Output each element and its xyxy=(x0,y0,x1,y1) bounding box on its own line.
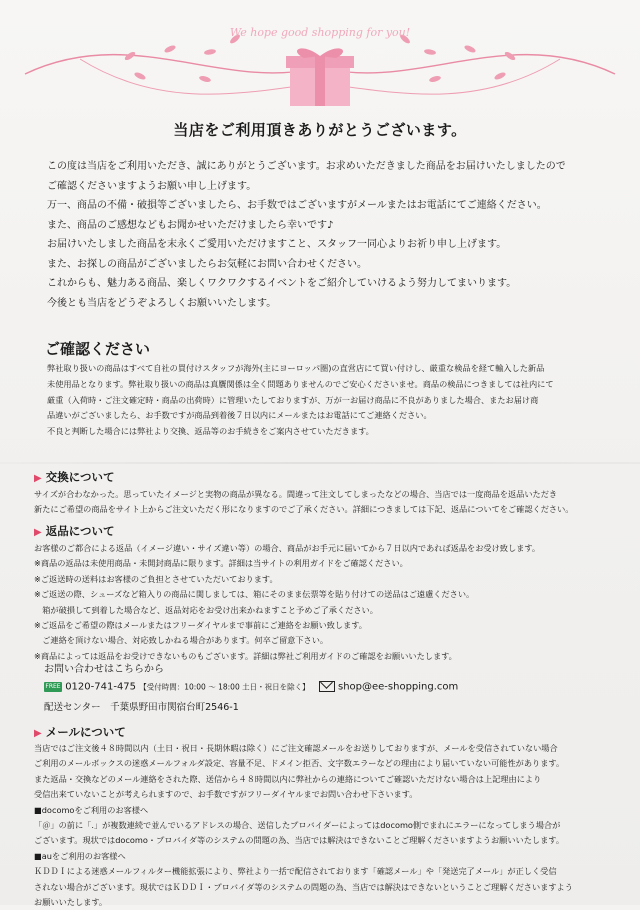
page-title: 当店をご利用頂きありがとうございます。 xyxy=(173,121,467,139)
contact-row xyxy=(44,681,458,693)
intro-line: 今後とも当店をどうぞよろしくお願いいたします。 xyxy=(47,297,277,309)
phone-number[interactable]: 0120-741-475 xyxy=(65,681,137,693)
mail-line: また返品・交換などのメール連絡をされた際、送信から４８時間以内に弊社からの連絡についてご確認いただけない場合は上記理由により xyxy=(34,773,542,784)
confirm-line: 未使用品となります。弊社取り扱いの商品は真贋関係は全く問題ありませんのでご安心くださいませ。商品の検品につきましては社内にて xyxy=(47,378,554,389)
confirm-line: 弊社取り扱いの商品はすべて自社の買付けスタッフが海外(主にヨーロッパ圏)の直営店にて買い付けし、厳重な検品を経て輸入した新品 xyxy=(47,363,545,373)
mail-line: ■auをご利用のお客様へ xyxy=(34,850,126,861)
returns-line: ※ご返品をご希望の際はメールまたはフリーダイヤルまで事前にご連絡をお願い致します。 xyxy=(34,620,367,631)
mail-heading: ▶ メールについて xyxy=(34,725,126,739)
intro-line: また、お探しの商品がございましたらお気軽にお問い合わせください。 xyxy=(47,258,367,270)
returns-line: 箱が破損して到着した場合など、返品対応をお受け出来かねますこと予めご了承ください。 xyxy=(34,604,378,615)
exchange-text xyxy=(34,487,614,518)
triangle-bullet-icon: ▶ xyxy=(34,473,42,484)
mail-line: ＫＤＤＩによる迷惑メールフィルター機能拡張により、弊社より一括で配信されております「確認メール」や「発送完了メール」が正しく受信 xyxy=(34,866,557,877)
intro-line: また、商品のご感想などもお聞かせいただけましたら幸いです♪ xyxy=(47,219,334,231)
free-dial-icon: FREE xyxy=(45,682,61,690)
header-decoration xyxy=(20,14,620,124)
intro-line: これからも、魅力ある商品、楽しくワクワクするイベントをご紹介していけるよう努力してまいります。 xyxy=(47,278,517,289)
intro-line: お届けいたしました商品を末永くご愛用いただけますこと、スタッフ一同心よりお祈り申し上げます。 xyxy=(47,239,507,250)
returns-line: ※商品の返品は未使用商品・未開封商品に限ります。詳細は当サイトの利用ガイドをご確認ください。 xyxy=(34,558,408,569)
intro-line: ご確認くださいますようお願い申し上げます。 xyxy=(47,180,257,192)
mail-line: 「＠」の前に「.」が複数連続で並んでいるアドレスの場合、送信したプロバイダーによってはdocomo側でまれにエラーになってしまう場合が xyxy=(34,820,561,831)
exchange-heading: ▶ 交換について xyxy=(34,470,115,484)
mail-text xyxy=(34,741,614,910)
mail-line: されない場合がございます。現状ではＫＤＤＩ・プロバイダ等のシステムの問題の為、当店では解決はできないということご理解くださいますよう xyxy=(34,881,573,892)
banner-text: We hope good shopping for you! xyxy=(229,26,411,39)
email-address[interactable]: shop@ee-shopping.com xyxy=(337,681,459,693)
returns-heading: ▶ 返品について xyxy=(34,524,115,538)
triangle-bullet-icon: ▶ xyxy=(34,527,42,538)
gift-box-icon xyxy=(286,48,354,106)
intro-line: 万一、商品の不備・破損等ございましたら、お手数ではございますがメールまたはお電話にてご連絡ください。 xyxy=(47,200,547,211)
business-hours: 【受付時間：10:00 ～ 18:00 土日・祝日を除く】 xyxy=(139,682,310,692)
shipping-center: 配送センター 千葉県野田市関宿台町2546-1 xyxy=(44,702,239,713)
mail-line: ございます。現状ではdocomo・プロバイダ等のシステムの問題の為、当店では解決はできないことご理解くださいますようお願いいたします。 xyxy=(34,835,565,846)
confirm-heading: ご確認ください xyxy=(45,340,151,358)
mail-line: 当店ではご注文後４８時間以内（土日・祝日・長期休暇は除く）にご注文確認メールをお送りしておりますが、メールを受信されていない場合 xyxy=(34,743,558,753)
returns-text xyxy=(34,541,614,664)
contact-heading: お問い合わせはこちらから xyxy=(44,664,164,675)
triangle-bullet-icon: ▶ xyxy=(34,728,42,739)
returns-line: ご連絡を頂けない場合、対応致しかねる場合があります。何卒ご留意下さい。 xyxy=(34,635,329,646)
exchange-line: サイズが合わなかった。思っていたイメージと実物の商品が異なる。間違って注文してしまったなどの場合、当店では一度商品を返品いただき xyxy=(34,489,558,499)
confirm-line: 品違いがございましたら、お手数ですが商品到着後７日以内にメールまたはお電話にてご連絡ください。 xyxy=(47,410,432,421)
returns-line: ※ご返送時の送料はお客様のご負担とさせていただいております。 xyxy=(34,573,278,584)
returns-line: お客様のご都合による返品（イメージ違い・サイズ違い等）の場合、商品がお手元に届いてから７日以内であれば返品をお受け致します。 xyxy=(34,543,541,553)
mail-line: お願いいたします。 xyxy=(34,897,108,908)
mail-line: ご利用のメールボックスの迷惑メールフォルダ設定、容量不足、ドメイン拒否、文字数エラーなどの理由により届いていない可能性があります。 xyxy=(34,758,565,769)
intro-text xyxy=(47,157,617,313)
mail-line: ■docomoをご利用のお客様へ xyxy=(34,804,149,815)
returns-line: ※商品によっては返品をお受けできないものもございます。詳細は弊社ご利用ガイドのご確認をお願いいたします。 xyxy=(34,650,457,661)
exchange-line: 新たにご希望の商品をサイト上からご注文いただく形になりますのでご了承ください。詳細につきましては下記、返品についてをご確認ください。 xyxy=(34,504,574,515)
confirm-line: 厳重（入荷時・ご注文確定時・商品の出荷時）に管理いたしておりますが、万が一お届け商品に不良がありました場合、またお届け商 xyxy=(47,394,539,405)
returns-line: ※ご返送の際、シューズなど箱入りの商品に関しましては、箱にそのまま伝票等を貼り付けての送品はご遠慮ください。 xyxy=(34,589,475,600)
mail-line: 受信出来ていないことが考えられますので、お手数ですがフリーダイヤルまでお問い合わせ下さいます。 xyxy=(34,789,418,800)
confirm-line: 不良と判断した場合には弊社より交換、返品等のお手続きをご案内させていただきます。 xyxy=(47,426,374,437)
paper-fold-line xyxy=(0,462,640,464)
confirm-text xyxy=(47,361,607,440)
mail-icon xyxy=(319,681,335,692)
intro-line: この度は当店をご利用いただき、誠にありがとうございます。お求めいただきました商品をお届けいたしましたので xyxy=(47,161,566,172)
